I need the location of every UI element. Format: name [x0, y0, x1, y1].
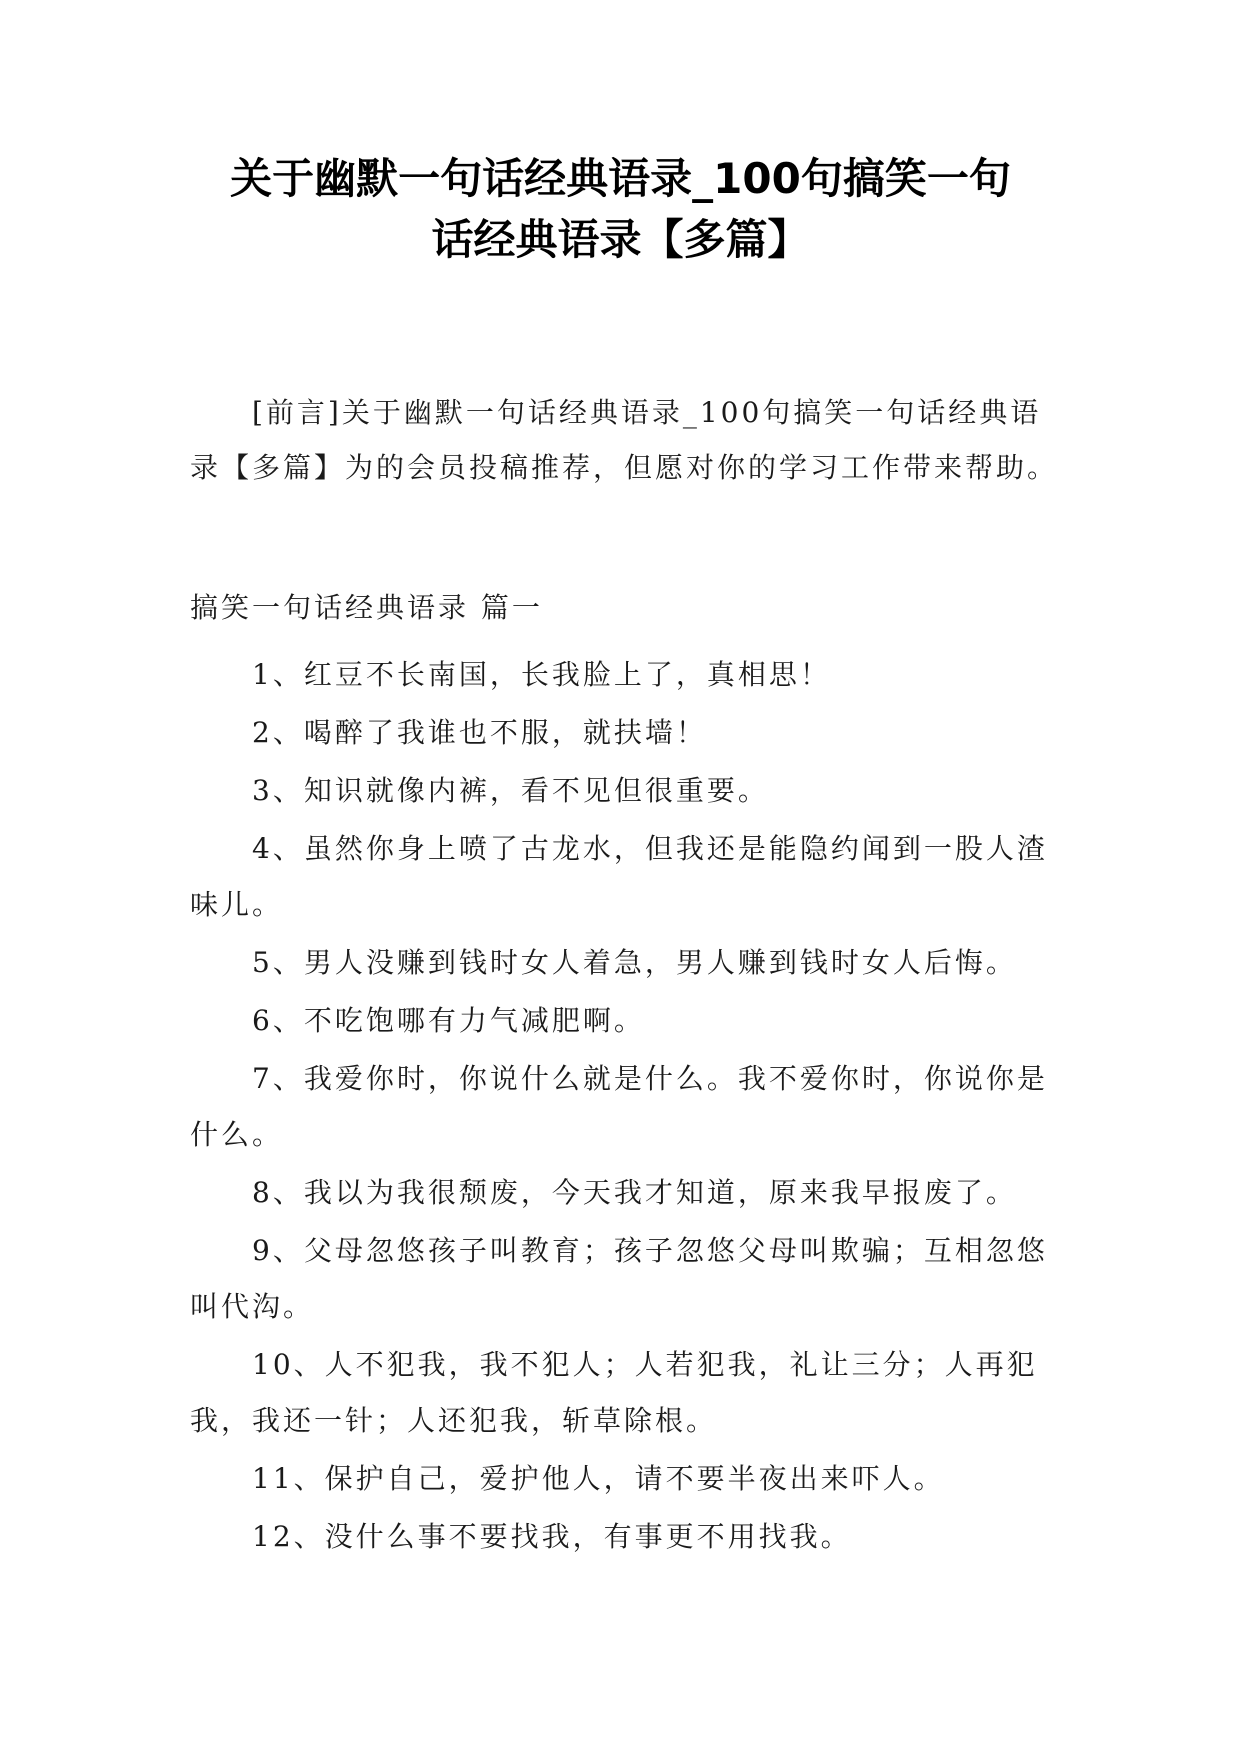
list-item: 3、知识就像内裤，看不见但很重要。 [252, 774, 769, 807]
document-title [170, 148, 1071, 270]
list-item: 2、喝醉了我谁也不服，就扶墙！ [252, 716, 707, 749]
section-heading: 搞笑一句话经典语录 篇一 [190, 591, 543, 624]
list-item: 9、父母忽悠孩子叫教育；孩子忽悠父母叫欺骗；互相忽悠叫代沟。 [190, 1234, 1048, 1323]
list-item: 4、虽然你身上喷了古龙水，但我还是能隐约闻到一股人渣味儿。 [190, 832, 1048, 921]
title-line-2: 话经典语录【多篇】 [431, 215, 810, 264]
list-item: 1、红豆不长南国，长我脸上了，真相思！ [252, 658, 831, 691]
quote-list [190, 647, 1060, 1567]
list-item: 7、我爱你时，你说什么就是什么。我不爱你时，你说你是什么。 [190, 1062, 1048, 1151]
list-item: 6、不吃饱哪有力气减肥啊。 [252, 1004, 645, 1037]
list-item: 11、保护自己，爱护他人，请不要半夜出来吓人。 [252, 1462, 945, 1495]
list-item: 8、我以为我很颓废，今天我才知道，原来我早报废了。 [252, 1176, 1017, 1209]
list-item: 12、没什么事不要找我，有事更不用找我。 [252, 1520, 852, 1553]
list-item: 5、男人没赚到钱时女人着急，男人赚到钱时女人后悔。 [252, 946, 1017, 979]
list-item: 10、人不犯我，我不犯人；人若犯我，礼让三分；人再犯我，我还一针；人还犯我，斩草除根。 [190, 1348, 1038, 1437]
intro-paragraph: [前言]关于幽默一句话经典语录_100句搞笑一句话经典语录【多篇】为的会员投稿推荐，但愿对你的学习工作带来帮助。 [190, 396, 1059, 484]
title-line-1: 关于幽默一句话经典语录_100句搞笑一句 [230, 154, 1011, 203]
